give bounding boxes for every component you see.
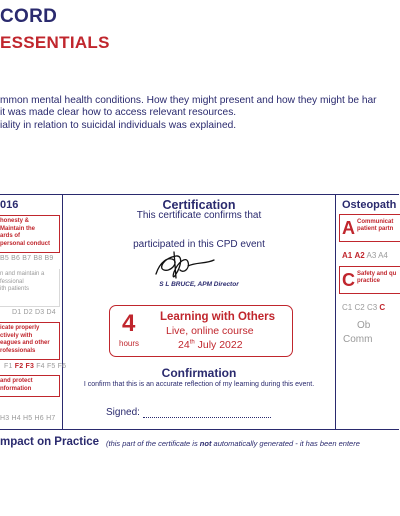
standard-text-line: eagues and other bbox=[0, 340, 50, 347]
code: B8 bbox=[33, 255, 43, 262]
code-highlight: C bbox=[379, 303, 386, 312]
code: F5 bbox=[46, 363, 56, 370]
code: H5 bbox=[23, 415, 33, 422]
event-box bbox=[109, 305, 293, 357]
hours-label: hours bbox=[119, 339, 140, 348]
code: H7 bbox=[46, 415, 56, 422]
osteopathic-heading: Osteopath bbox=[342, 199, 397, 211]
code: C1 bbox=[342, 303, 353, 312]
director-signature bbox=[150, 248, 220, 282]
code: H4 bbox=[11, 415, 21, 422]
theme-letter-a: A bbox=[342, 218, 355, 238]
code: D1 bbox=[12, 309, 22, 316]
standard-codes-b bbox=[0, 255, 60, 262]
theme-text-line: practice bbox=[357, 278, 381, 284]
essentials-subtitle: ESSENTIALS bbox=[0, 33, 110, 52]
code: D4 bbox=[46, 309, 56, 316]
theme-text-line: Safety and qu bbox=[357, 271, 397, 277]
code: D2 bbox=[23, 309, 33, 316]
code: H3 bbox=[0, 415, 10, 422]
signed-label: Signed: bbox=[106, 407, 140, 418]
record-title: CORD bbox=[0, 6, 58, 27]
standard-text-line: Maintain the bbox=[0, 225, 36, 232]
certification-heading: Certification bbox=[162, 198, 236, 212]
date-suffix: th bbox=[189, 339, 195, 346]
signatory-caption: S L BRUCE, APM Director bbox=[159, 281, 239, 288]
standard-text-line: personal conduct bbox=[0, 240, 51, 247]
standard-codes-h bbox=[0, 415, 60, 422]
confirmation-text: I confirm that this is an accurate reflection of my learning during this event. bbox=[83, 381, 315, 388]
intro-line-1: mmon mental health conditions. How they might present and how they might be har bbox=[0, 95, 377, 106]
standard-box-information bbox=[0, 375, 60, 397]
standard-text-line: and protect bbox=[0, 378, 33, 384]
code: B7 bbox=[22, 255, 32, 262]
code-highlight: F3 bbox=[25, 363, 35, 370]
impact-note-post: automatically generated - it has been entere bbox=[211, 439, 360, 448]
divider-right bbox=[335, 195, 336, 429]
date-day: 24 bbox=[178, 339, 190, 351]
code: F1 bbox=[4, 363, 13, 370]
standard-text-line: rofessionals bbox=[0, 347, 36, 354]
standard-text-line: fessional bbox=[0, 278, 24, 285]
standard-codes-d bbox=[0, 309, 72, 316]
event-title: Learning with Others bbox=[160, 311, 276, 323]
theme-letter-c: C bbox=[342, 270, 355, 290]
standard-text-line: ards of bbox=[0, 233, 21, 240]
code-highlight: A2 bbox=[354, 251, 365, 260]
event-format: Live, online course bbox=[166, 325, 254, 337]
code-highlight: A1 bbox=[342, 251, 353, 260]
standards-year: 016 bbox=[0, 199, 19, 211]
theme-text-line: Communicat bbox=[357, 219, 394, 225]
code: H6 bbox=[34, 415, 44, 422]
date-rest: July 2022 bbox=[194, 339, 243, 351]
theme-label-ob: Ob bbox=[357, 320, 371, 331]
standard-text-line: nformation bbox=[0, 385, 32, 392]
code: B5 bbox=[0, 255, 9, 262]
confirmation-heading: Confirmation bbox=[161, 366, 237, 380]
standard-codes-f bbox=[0, 363, 67, 370]
code-highlight: F2 bbox=[14, 363, 24, 370]
theme-label-comm: Comm bbox=[343, 334, 373, 345]
standard-text-line: ith patients bbox=[0, 286, 30, 293]
standard-box-communicate bbox=[0, 322, 60, 360]
impact-heading: mpact on Practice bbox=[0, 436, 100, 448]
code: D3 bbox=[35, 309, 45, 316]
code: F6 bbox=[57, 363, 67, 370]
hours-number: 4 bbox=[122, 310, 136, 337]
code: C2 bbox=[354, 303, 365, 312]
code: B6 bbox=[11, 255, 21, 262]
certification-subtext: This certificate confirms that bbox=[136, 210, 262, 221]
code: A3 bbox=[366, 251, 377, 260]
theme-codes-a bbox=[342, 251, 388, 260]
intro-line-3: iality in relation to suicidal individuals was explained. bbox=[0, 120, 237, 131]
participation-statement: participated in this CPD event bbox=[133, 239, 265, 250]
impact-note-bold: not bbox=[199, 439, 212, 448]
signature-line[interactable] bbox=[143, 409, 271, 418]
intro-line-2: it was made clear how to access relevant resources. bbox=[0, 107, 237, 118]
standard-text-line: n and maintain a bbox=[0, 271, 45, 277]
event-date bbox=[178, 339, 243, 351]
code: A4 bbox=[378, 251, 388, 260]
standard-box-professional bbox=[0, 269, 60, 307]
impact-note bbox=[106, 439, 360, 448]
code: B9 bbox=[44, 255, 54, 262]
code: C3 bbox=[366, 303, 378, 312]
standard-text-line: ctively with bbox=[0, 332, 33, 339]
theme-box-a bbox=[339, 214, 400, 242]
standard-text-line: honesty & bbox=[0, 218, 30, 224]
standard-text-line: icate properly bbox=[0, 325, 40, 331]
impact-note-pre: (this part of the certificate is bbox=[106, 439, 200, 448]
theme-text-line: patient partn bbox=[357, 226, 394, 232]
standard-box-honesty bbox=[0, 215, 60, 253]
theme-box-c bbox=[339, 266, 400, 294]
code: F4 bbox=[36, 363, 45, 370]
theme-codes-c bbox=[342, 303, 385, 312]
